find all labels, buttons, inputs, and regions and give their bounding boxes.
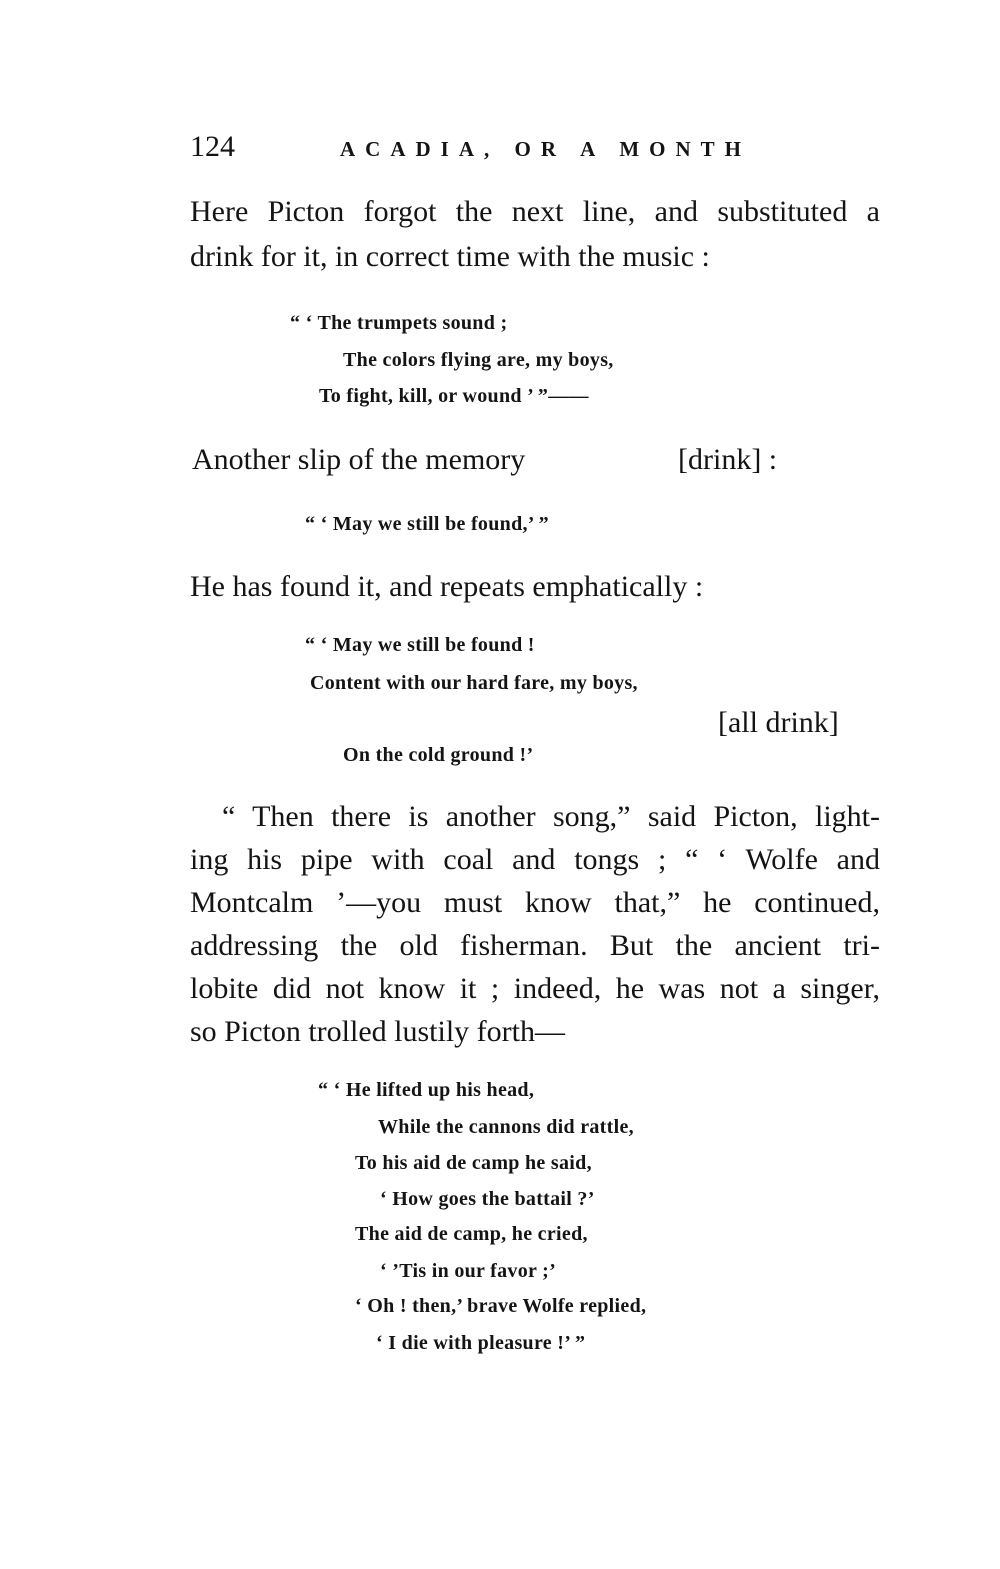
paragraph-line: addressing the old fisherman. But the ancient tri- [190, 929, 880, 962]
verse-line: Content with our hard fare, my boys, [310, 672, 638, 694]
verse-line: “ ‘ The trumpets sound ; [290, 312, 508, 334]
paragraph-line: Here Picton forgot the next line, and substituted a [190, 195, 880, 228]
paragraph-line: drink for it, in correct time with the music : [190, 240, 710, 273]
verse-line: While the cannons did rattle, [378, 1116, 634, 1138]
paragraph-line: He has found it, and repeats emphatically : [190, 570, 704, 603]
verse-line: ‘ ’Tis in our favor ;’ [380, 1260, 557, 1282]
page-number: 124 [190, 130, 235, 163]
verse-line: To fight, kill, or wound ’ ”—— [319, 385, 589, 407]
paragraph-line: Montcalm ’—you must know that,” he continued, [190, 886, 880, 919]
running-title: ACADIA, OR A MONTH [340, 137, 752, 161]
verse-line: The aid de camp, he cried, [355, 1223, 588, 1245]
paragraph-line: so Picton trolled lustily forth— [190, 1015, 565, 1048]
paragraph-line: ing his pipe with coal and tongs ; “ ‘ Wolfe and [190, 843, 880, 876]
verse-line: The colors flying are, my boys, [343, 349, 614, 371]
paragraph-line: Another slip of the memory [192, 443, 526, 476]
verse-line: To his aid de camp he said, [355, 1152, 592, 1174]
verse-line: “ ‘ He lifted up his head, [318, 1079, 535, 1101]
verse-line: “ ‘ May we still be found,’ ” [305, 513, 549, 535]
verse-line: ‘ How goes the battail ?’ [380, 1188, 595, 1210]
verse-line: ‘ Oh ! then,’ brave Wolfe replied, [355, 1295, 647, 1317]
verse-line: ‘ I die with pleasure !’ ” [376, 1332, 586, 1354]
verse-line: On the cold ground !’ [343, 744, 534, 766]
verse-line: “ ‘ May we still be found ! [305, 634, 535, 656]
paragraph-line: “ Then there is another song,” said Picton, light- [222, 800, 880, 833]
paragraph-line: lobite did not know it ; indeed, he was not a singer, [190, 972, 880, 1005]
stage-direction: [drink] : [678, 443, 778, 476]
stage-direction: [all drink] [718, 706, 839, 739]
